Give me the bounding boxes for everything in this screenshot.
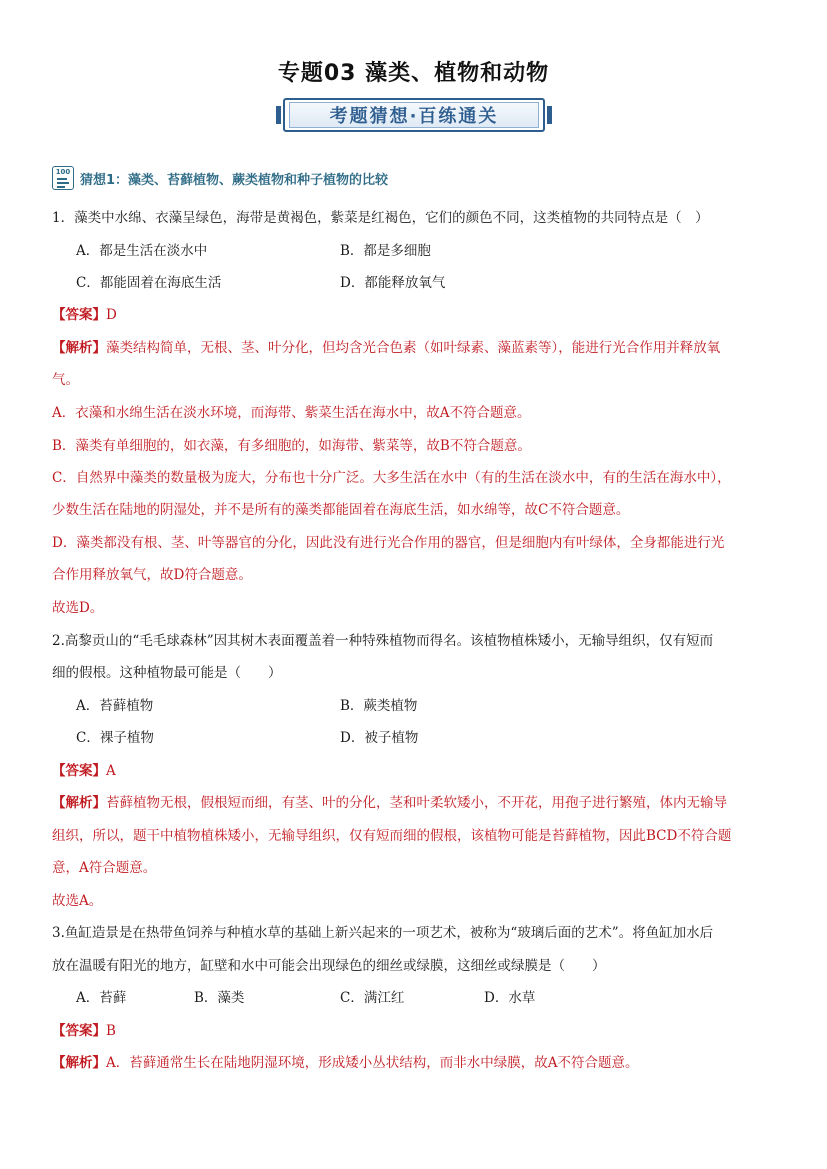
q3-option-b: B．藻类 (194, 990, 245, 1006)
q1-option-a: A．都是生活在淡水中 (76, 243, 208, 259)
q1-analysis-tag: 【解析】 (52, 340, 106, 356)
q3-option-a: A．苔藓 (76, 990, 127, 1006)
page-title: 专题03 藻类、植物和动物 (277, 61, 550, 86)
q2-conclusion: 故选A。 (52, 893, 103, 909)
banner-right-cap (547, 106, 552, 124)
q2-option-c: C．裸子植物 (76, 730, 154, 746)
q3-stem-line: 放在温暖有阳光的地方，缸壁和水中可能会出现绿色的细丝或绿膜，这细丝或绿膜是（ ） (52, 958, 606, 974)
section-heading (52, 164, 388, 192)
scorecard-icon (52, 166, 74, 190)
q1-analysis-line: B．藻类有单细胞的，如衣藻，有多细胞的，如海带、紫菜等，故B不符合题意。 (52, 438, 531, 454)
q2-option-b: B．蕨类植物 (340, 698, 418, 714)
q1-analysis-line: 【解析】藻类结构简单，无根、茎、叶分化，但均含光合色素（如叶绿素、藻蓝素等），能进行光合作用并释放氧 (52, 340, 721, 356)
q1-analysis-line: 合作用释放氧气，故D符合题意。 (52, 567, 252, 583)
q3-answer (52, 1021, 116, 1041)
q2-answer-tag: 【答案】 (52, 763, 106, 779)
q2-analysis-line: 【解析】苔藓植物无根，假根短而细，有茎、叶的分化，茎和叶柔软矮小，不开花，用孢子进行繁殖，体内无输导 (52, 795, 727, 811)
q1-analysis-line: A．衣藻和水绵生活在淡水环境，而海带、紫菜生活在海水中，故A不符合题意。 (52, 405, 531, 421)
banner-label: 考题猜想·百练通关 (289, 102, 539, 128)
q1-option-c: C．都能固着在海底生活 (76, 275, 222, 291)
q1-analysis-line: 少数生活在陆地的阴湿处，并不是所有的藻类都能固着在海底生活，如水绵等，故C不符合题意。 (52, 502, 630, 518)
q1-answer-tag: 【答案】 (52, 307, 106, 323)
banner (283, 98, 545, 132)
q2-answer-value: A (106, 763, 116, 779)
q2-stem-line: 细的假根。这种植物最可能是（ ） (52, 665, 282, 681)
q3-answer-value: B (106, 1023, 116, 1039)
q1-answer-value: D (106, 307, 117, 323)
banner-left-cap (276, 106, 281, 124)
q3-analysis-tag: 【解析】 (52, 1055, 106, 1071)
q2-option-a: A．苔藓植物 (76, 698, 154, 714)
q3-option-c: C．满江红 (340, 990, 405, 1006)
q3-option-d: D．水草 (484, 990, 536, 1006)
q2-analysis-line: 组织，所以，题干中植物植株矮小，无输导组织，仅有短而细的假根，该植物可能是苔藓植物，因此BCD不符合题 (52, 828, 732, 844)
scorecard-icon-number: 100 (55, 168, 71, 176)
q2-stem-line: 2.高黎贡山的“毛毛球森林”因其树木表面覆盖着一种特殊植物而得名。该植物植株矮小，无输导组织，仅有短而 (52, 633, 714, 649)
section-title: 猜想1：藻类、苔藓植物、蕨类植物和种子植物的比较 (80, 172, 389, 188)
q1-analysis-line: D．藻类都没有根、茎、叶等器官的分化，因此没有进行光合作用的器官，但是细胞内有叶绿体，全身都能进行光 (52, 535, 725, 551)
q1-answer (52, 305, 117, 325)
q1-analysis-line: 气。 (52, 372, 79, 388)
q1-option-d: D．都能释放氧气 (340, 275, 446, 291)
q2-option-d: D．被子植物 (340, 730, 419, 746)
q1-stem: 1．藻类中水绵、衣藻呈绿色，海带是黄褐色，紫菜是红褐色，它们的颜色不同，这类植物的共同特点是（ ） (52, 210, 709, 226)
q3-stem-line: 3.鱼缸造景是在热带鱼饲养与种植水草的基础上新兴起来的一项艺术，被称为“玻璃后面的艺术”。将鱼缸加水后 (52, 925, 714, 941)
q1-conclusion: 故选D。 (52, 600, 104, 616)
q2-analysis-tag: 【解析】 (52, 795, 106, 811)
q3-answer-tag: 【答案】 (52, 1023, 106, 1039)
q2-answer (52, 761, 116, 781)
q1-analysis-line: C．自然界中藻类的数量极为庞大，分布也十分广泛。大多生活在水中（有的生活在淡水中，有的生活在海水中）， (52, 470, 731, 486)
q1-option-b: B．都是多细胞 (340, 243, 431, 259)
q2-analysis-line: 意，A符合题意。 (52, 860, 157, 876)
q3-analysis-line: 【解析】A．苔藓通常生长在陆地阴湿环境，形成矮小丛状结构，而非水中绿膜，故A不符合题意。 (52, 1055, 639, 1071)
